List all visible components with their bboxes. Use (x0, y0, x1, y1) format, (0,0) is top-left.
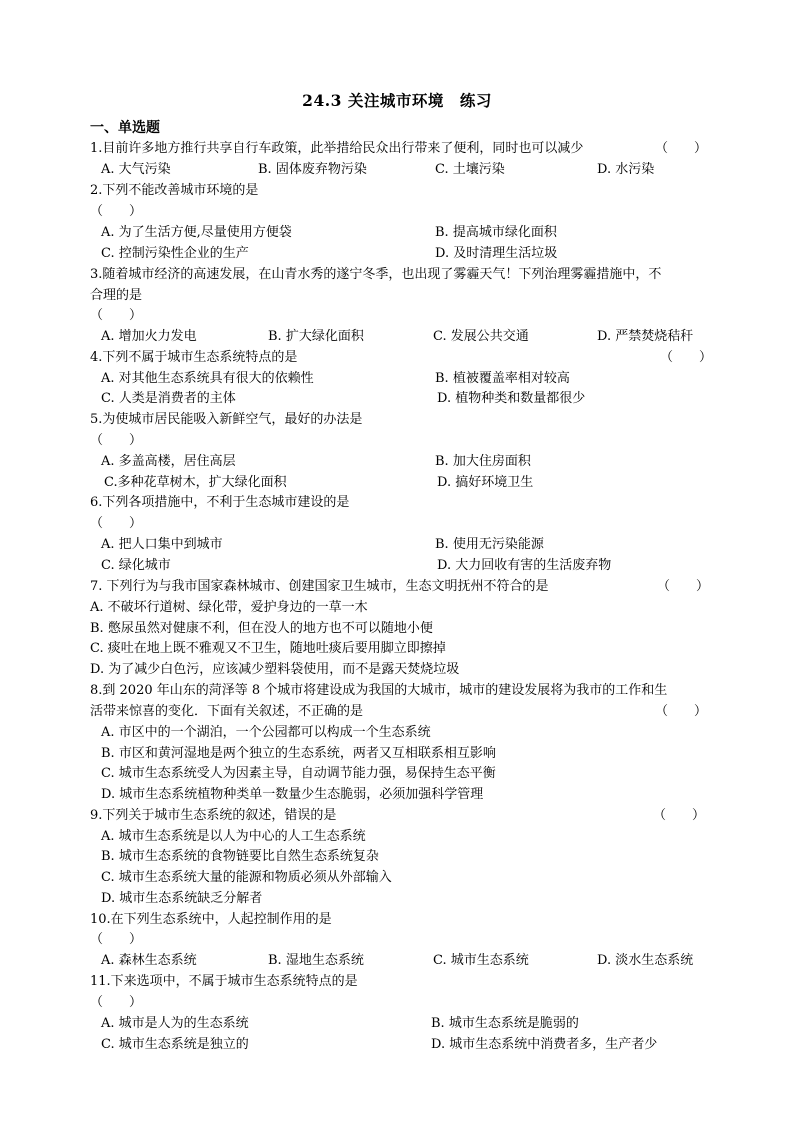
question-5-paren: （ ） (90, 433, 143, 448)
question-8-stem-line2: 活带来惊喜的变化．下面有关叙述，不正确的是 (90, 704, 364, 719)
question-3-paren: （ ） (90, 308, 143, 323)
question-11-option-c: C. 城市生态系统是独立的 (101, 1037, 249, 1052)
question-6-option-c: C. 绿化城市 (101, 558, 171, 573)
question-11-paren: （ ） (90, 995, 143, 1010)
question-6-option-b: B. 使用无污染能源 (435, 537, 544, 552)
question-3-option-a: A. 增加火力发电 (101, 329, 197, 344)
question-11-option-d: D. 城市生态系统中消费者多，生产者少 (431, 1037, 658, 1052)
question-3-option-b: B. 扩大绿化面积 (268, 329, 364, 344)
question-11-option-a: A. 城市是人为的生态系统 (101, 1016, 249, 1031)
question-7-option-c: C. 痰吐在地上既不雅观又不卫生，随地吐痰后要用脚立即擦掉 (90, 641, 446, 656)
question-3-stem-line2: 合理的是 (90, 288, 143, 303)
question-8-option-b: B. 市区和黄河湿地是两个独立的生态系统，两者又互相联系相互影响 (101, 746, 496, 761)
question-10-option-c: C. 城市生态系统 (433, 953, 529, 968)
question-1-paren: （ ） (655, 141, 708, 156)
question-11-option-b: B. 城市生态系统是脆弱的 (431, 1016, 579, 1031)
question-5-stem: 5.为使城市居民能吸入新鲜空气，最好的办法是 (90, 412, 363, 427)
question-4-option-a: A. 对其他生态系统具有很大的依赖性 (101, 371, 314, 386)
question-3-stem: 3.随着城市经济的高速发展，在山青水秀的遂宁冬季，也出现了雾霾天气！下列治理雾霾措施中，不 (90, 267, 662, 282)
question-7-option-a: A. 不破坏行道树、绿化带，爱护身边的一草一木 (90, 600, 368, 615)
question-8-option-c: C. 城市生态系统受人为因素主导，自动调节能力强，易保持生态平衡 (101, 766, 496, 781)
question-9-option-b: B. 城市生态系统的食物链要比自然生态系统复杂 (101, 849, 379, 864)
question-3-option-c: C. 发展公共交通 (433, 329, 529, 344)
question-1-option-a: A. 大气污染 (101, 162, 171, 177)
question-8-option-a: A. 市区中的一个湖泊，一个公园都可以构成一个生态系统 (101, 725, 431, 740)
question-4-paren: （ ） (660, 350, 713, 365)
page-title: 24.3 关注城市环境 练习 (302, 91, 492, 110)
question-3-option-d: D. 严禁焚烧秸秆 (597, 329, 694, 344)
question-7-option-b: B. 憋尿虽然对健康不利，但在没人的地方也不可以随地小便 (90, 621, 433, 636)
question-4-option-b: B. 植被覆盖率相对较高 (435, 371, 570, 386)
question-4-option-c: C. 人类是消费者的主体 (101, 391, 236, 406)
question-2-paren: （ ） (90, 204, 143, 219)
question-6-stem: 6.下列各项措施中，不利于生态城市建设的是 (90, 495, 350, 510)
question-10-option-a: A. 森林生态系统 (101, 953, 197, 968)
question-8-paren: （ ） (655, 704, 708, 719)
question-5-option-c: C.多种花草树木，扩大绿化面积 (104, 475, 287, 490)
question-6-option-d: D. 大力回收有害的生活废弃物 (437, 558, 612, 573)
question-6-option-a: A. 把人口集中到城市 (101, 537, 223, 552)
question-9-stem: 9.下列关于城市生态系统的叙述，错误的是 (90, 808, 337, 823)
section-heading: 一、单选题 (90, 120, 160, 136)
question-9-paren: （ ） (653, 808, 706, 823)
question-2-option-a: A. 为了生活方便,尽量使用方便袋 (101, 225, 292, 240)
question-9-option-d: D. 城市生态系统缺乏分解者 (101, 891, 263, 906)
question-10-stem: 10.在下列生态系统中，人起控制作用的是 (90, 912, 332, 927)
question-4-option-d: D. 植物种类和数量都很少 (437, 391, 586, 406)
question-8-stem: 8.到 2020 年山东的菏泽等 8 个城市将建设成为我国的大城市，城市的建设发展将为我市的工作和生 (90, 683, 668, 698)
question-9-option-a: A. 城市生态系统是以人为中心的人工生态系统 (101, 829, 366, 844)
question-1-stem: 1.目前许多地方推行共享自行车政策，此举措给民众出行带来了便利，同时也可以减少 (90, 141, 584, 156)
question-1-option-c: C. 土壤污染 (435, 162, 505, 177)
question-7-paren: （ ） (657, 579, 710, 594)
question-10-option-b: B. 湿地生态系统 (268, 953, 364, 968)
question-2-option-d: D. 及时清理生活垃圾 (435, 246, 558, 261)
question-11-stem: 11.下来选项中，不属于城市生态系统特点的是 (90, 974, 358, 989)
question-1-option-d: D. 水污染 (597, 162, 655, 177)
question-2-stem: 2.下列不能改善城市环境的是 (90, 183, 259, 198)
question-1-option-b: B. 固体废弃物污染 (258, 162, 367, 177)
question-6-paren: （ ） (90, 516, 143, 531)
question-8-option-d: D. 城市生态系统植物种类单一数量少生态脆弱，必须加强科学管理 (101, 787, 484, 802)
question-7-option-d: D. 为了减少白色污，应该减少塑料袋使用，而不是露天焚烧垃圾 (90, 662, 460, 677)
question-7-stem: 7. 下列行为与我市国家森林城市、创建国家卫生城市，生态文明抚州不符合的是 (90, 579, 549, 594)
question-5-option-b: B. 加大住房面积 (435, 454, 531, 469)
question-4-stem: 4.下列不属于城市生态系统特点的是 (90, 350, 298, 365)
question-9-option-c: C. 城市生态系统大量的能源和物质必须从外部输入 (101, 870, 392, 885)
question-2-option-b: B. 提高城市绿化面积 (435, 225, 557, 240)
question-2-option-c: C. 控制污染性企业的生产 (101, 246, 249, 261)
question-10-paren: （ ） (90, 932, 143, 947)
question-5-option-d: D. 搞好环境卫生 (437, 475, 534, 490)
question-10-option-d: D. 淡水生态系统 (597, 953, 694, 968)
question-5-option-a: A. 多盖高楼，居住高层 (101, 454, 236, 469)
